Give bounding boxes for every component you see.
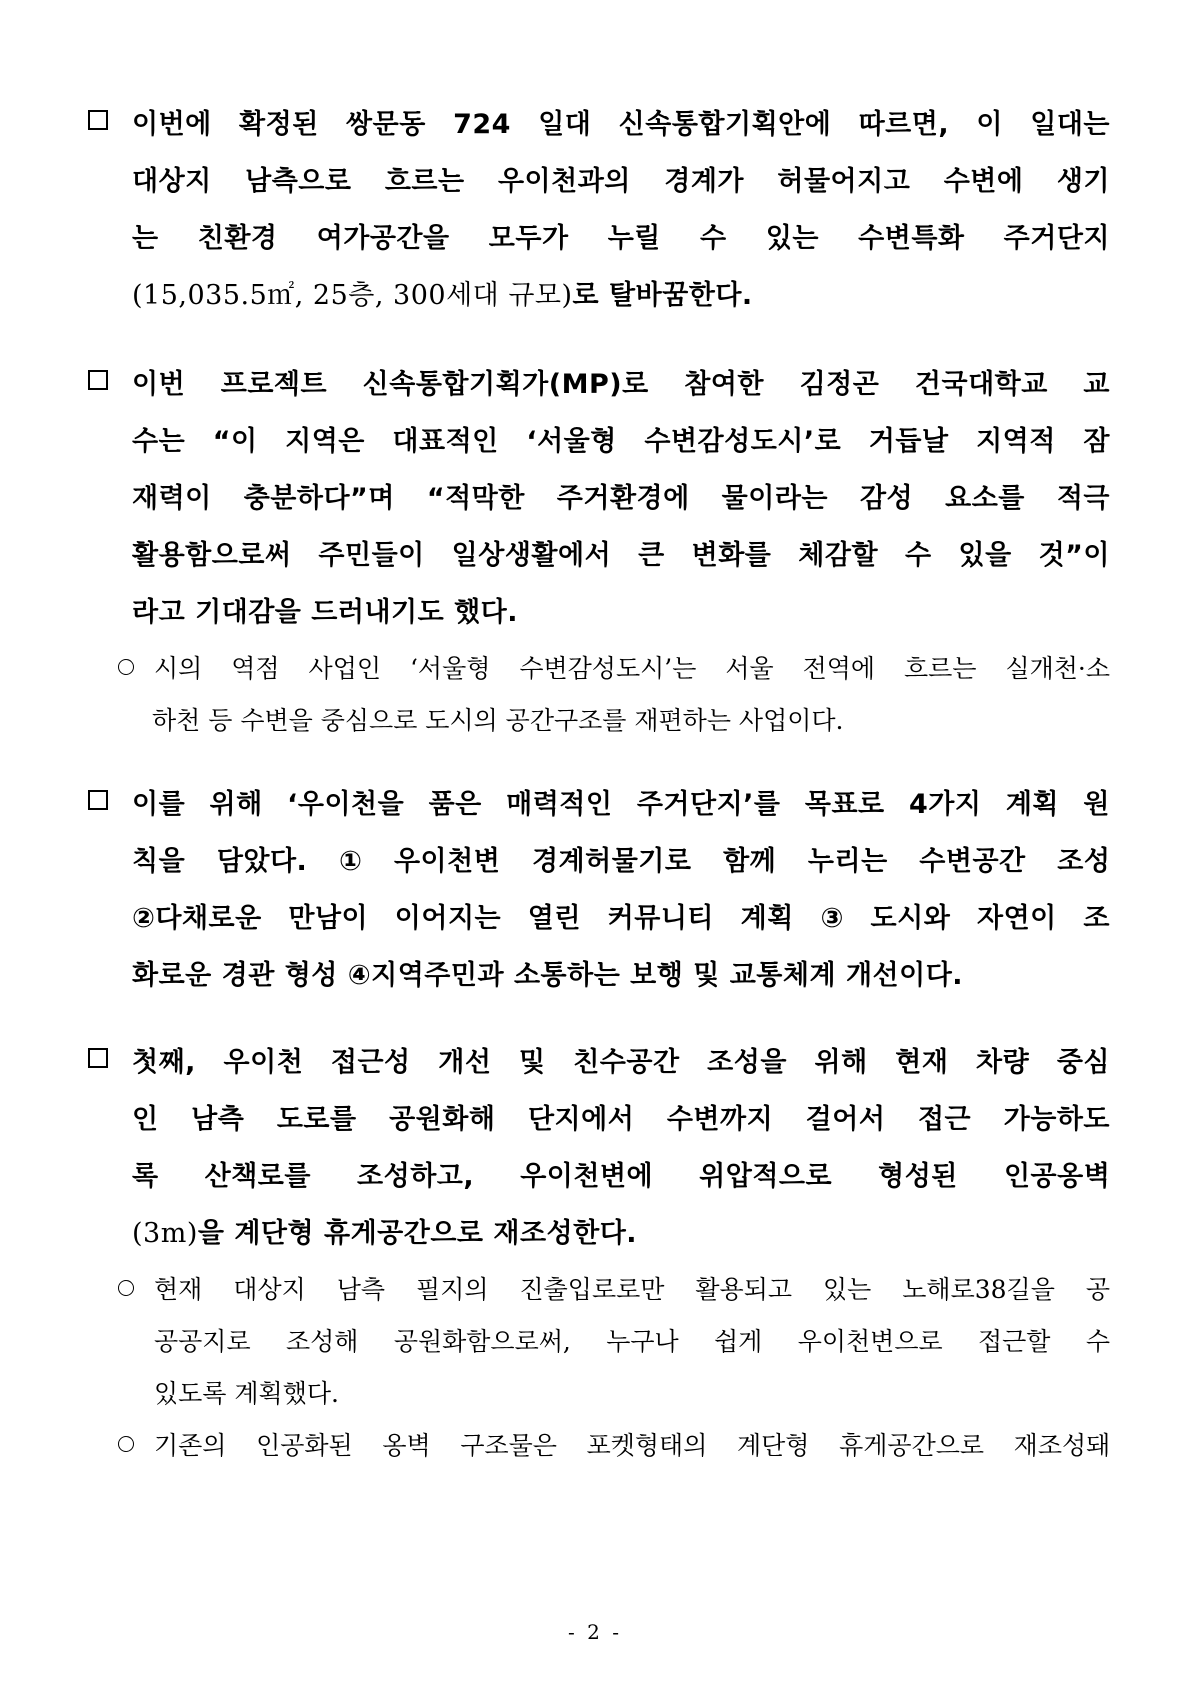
section-4-body <box>88 1034 1110 1262</box>
checkbox-bullet-icon <box>88 110 108 130</box>
text-line: 이번에 확정된 쌍문동 724 일대 신속통합기획안에 따르면, 이 일대는 <box>132 109 1110 140</box>
text-line <box>132 1205 1110 1262</box>
section-1 <box>88 96 1110 324</box>
text-fragment: 을 계단형 휴게공간으로 재조성한다. <box>197 1218 638 1249</box>
section-3-body <box>88 776 1110 1004</box>
text-line: 공공지로 조성해 공원화함으로써, 누구나 쉽게 우이천변으로 접근할 수 <box>154 1327 1110 1356</box>
checkbox-bullet-icon <box>88 1048 108 1068</box>
text-line: 있도록 계획했다. <box>154 1379 339 1408</box>
section-1-body <box>88 96 1110 324</box>
text-line: 기존의 인공화된 옹벽 구조물은 포켓형태의 계단형 휴게공간으로 재조성돼 <box>154 1431 1111 1460</box>
text-line: 인 남측 도로를 공원화해 단지에서 수변까지 걸어서 접근 가능하도 <box>132 1104 1110 1135</box>
text-line: 칙을 담았다. ① 우이천변 경계허물기로 함께 누리는 수변공간 조성 <box>132 846 1111 877</box>
text-line <box>132 267 1110 324</box>
circle-bullet-icon <box>118 1436 134 1452</box>
text-line: 화로운 경관 형성 ④지역주민과 소통하는 보행 및 교통체계 개선이다. <box>132 960 964 991</box>
text-line: 현재 대상지 남측 필지의 진출입로로만 활용되고 있는 노해로38길을 공 <box>154 1275 1110 1304</box>
text-fragment: 로 탈바꿈한다. <box>572 280 753 311</box>
sub-item <box>118 643 1110 747</box>
checkbox-bullet-icon <box>88 370 108 390</box>
section-4 <box>88 1034 1110 1472</box>
checkbox-bullet-icon <box>88 790 108 810</box>
section-3 <box>88 776 1110 1004</box>
height-spec: (3m) <box>132 1218 198 1249</box>
text-line: ②다채로운 만남이 이어지는 열린 커뮤니티 계획 ③ 도시와 자연이 조 <box>132 903 1110 934</box>
sub-item <box>118 1264 1110 1420</box>
text-line: 록 산책로를 조성하고, 우이천변에 위압적으로 형성된 인공옹벽 <box>132 1161 1111 1192</box>
text-line: 하천 등 수변을 중심으로 도시의 공간구조를 재편하는 사업이다. <box>152 706 844 735</box>
section-2-body <box>88 356 1110 641</box>
text-line: 수는 “이 지역은 대표적인 ‘서울형 수변감성도시’로 거듭날 지역적 잠 <box>132 426 1110 457</box>
area-spec: (15,035.5㎡, 25층, 300세대 규모) <box>132 280 573 311</box>
text-line: 라고 기대감을 드러내기도 했다. <box>132 597 519 628</box>
text-line: 이번 프로젝트 신속통합기획가(MP)로 참여한 김정곤 건국대학교 교 <box>132 369 1110 400</box>
text-line: 이를 위해 ‘우이천을 품은 매력적인 주거단지’를 목표로 4가지 계획 원 <box>132 789 1110 820</box>
text-line: 대상지 남측으로 흐르는 우이천과의 경계가 허물어지고 수변에 생기 <box>132 166 1110 197</box>
text-line: 시의 역점 사업인 ‘서울형 수변감성도시’는 서울 전역에 흐르는 실개천·소 <box>154 654 1110 683</box>
sub-item <box>118 1420 1110 1472</box>
text-line: 첫째, 우이천 접근성 개선 및 친수공간 조성을 위해 현재 차량 중심 <box>132 1047 1110 1078</box>
text-line: 는 친환경 여가공간을 모두가 누릴 수 있는 수변특화 주거단지 <box>132 223 1110 254</box>
circle-bullet-icon <box>118 1280 134 1296</box>
text-line: 활용함으로써 주민들이 일상생활에서 큰 변화를 체감할 수 있을 것”이 <box>132 540 1110 571</box>
circle-bullet-icon <box>118 659 134 675</box>
section-2 <box>88 356 1110 747</box>
page-number: - 2 - <box>568 1620 622 1644</box>
text-line: 재력이 충분하다”며 “적막한 주거환경에 물이라는 감성 요소를 적극 <box>132 483 1110 514</box>
